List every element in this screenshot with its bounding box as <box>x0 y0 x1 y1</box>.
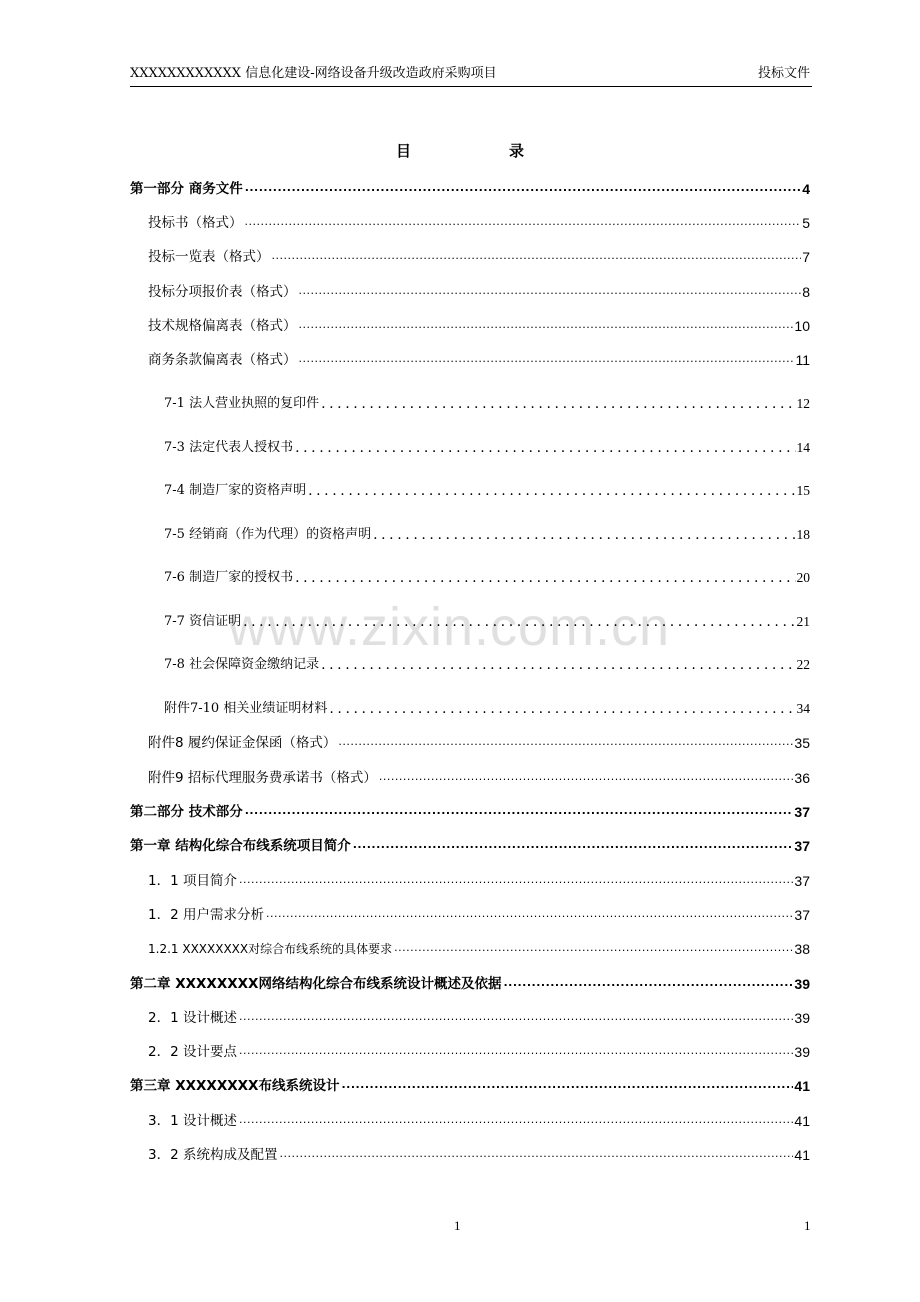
toc-entry-title: 技术规格偏离表（格式） <box>148 318 297 334</box>
header-project-title: XXXXXXXXXXXX 信息化建设-网络设备升级改造政府采购项目 <box>130 66 497 81</box>
toc-page-number: 15 <box>796 483 810 498</box>
toc-entry-title: 第一部分 商务文件 <box>130 181 243 197</box>
toc-entry[interactable] <box>130 518 810 544</box>
toc-entry-title: 2．2 设计要点 <box>148 1044 237 1060</box>
toc-page-number: 37 <box>794 838 810 854</box>
toc-entry[interactable] <box>130 932 810 958</box>
toc-page-number: 39 <box>794 1044 810 1060</box>
dot-leader <box>341 1078 793 1092</box>
toc-entry[interactable] <box>130 1001 810 1027</box>
toc-entry-title: 7-5 经销商（作为代理）的资格声明 <box>164 527 372 542</box>
toc-page-number: 36 <box>794 770 810 786</box>
toc-entry-title: 3．2 系统构成及配置 <box>148 1147 278 1163</box>
toc-page-number: 34 <box>796 701 810 716</box>
dot-leader <box>379 770 794 784</box>
toc-entry[interactable] <box>130 240 810 266</box>
toc-entry[interactable] <box>130 692 810 718</box>
toc-entry-part-1[interactable] <box>130 172 810 198</box>
dot-leader <box>245 181 802 195</box>
footer-page-number-right: 1 <box>804 1218 811 1233</box>
toc-page-number: 11 <box>795 352 810 368</box>
dot-leader <box>295 571 795 585</box>
toc-page-number: 21 <box>796 614 810 629</box>
toc-page-number: 10 <box>794 318 810 334</box>
toc-page-number: 12 <box>796 396 810 411</box>
toc-page-number: 41 <box>794 1147 810 1163</box>
dot-leader <box>338 735 793 749</box>
toc-entry[interactable] <box>130 309 810 335</box>
toc-page-number: 35 <box>794 735 810 751</box>
dot-leader <box>239 1044 793 1058</box>
toc-page-number: 8 <box>802 284 810 300</box>
toc-page-number: 4 <box>802 181 810 197</box>
toc-entry[interactable] <box>130 648 810 674</box>
toc-entry-title: 第一章 结构化综合布线系统项目简介 <box>130 838 351 854</box>
toc-heading: 目录 <box>395 142 622 160</box>
toc-entry[interactable] <box>130 1138 810 1164</box>
toc-entry-title: 1．2 用户需求分析 <box>148 907 264 923</box>
toc-page-number: 37 <box>794 804 810 820</box>
header-doc-type: 投标文件 <box>757 66 810 81</box>
dot-leader <box>243 615 795 629</box>
toc-entry-title: 第三章 XXXXXXXX布线系统设计 <box>130 1078 340 1094</box>
toc-entry[interactable] <box>130 561 810 587</box>
toc-entry-title: 商务条款偏离表（格式） <box>148 352 297 368</box>
toc-entry[interactable] <box>130 864 810 890</box>
toc-entry[interactable] <box>130 761 810 787</box>
toc-entry-title: 7-8 社会保障资金缴纳记录 <box>164 657 320 672</box>
toc-entry-title: 7-4 制造厂家的资格声明 <box>164 483 307 498</box>
dot-leader <box>321 397 795 411</box>
toc-entry-title: 7-1 法人营业执照的复印件 <box>164 396 320 411</box>
dot-leader <box>239 873 793 887</box>
watermark: www.zixin.com.cn <box>228 597 671 657</box>
toc-entry-title: 附件7-10 相关业绩证明材料 <box>164 701 328 716</box>
toc-entry[interactable] <box>130 431 810 457</box>
toc-entry[interactable] <box>130 605 810 631</box>
toc-entry-chapter-1[interactable] <box>130 829 810 855</box>
dot-leader <box>239 1010 793 1024</box>
toc-page-number: 5 <box>802 215 810 231</box>
toc-entry-part-2[interactable] <box>130 795 810 821</box>
dot-leader <box>329 702 795 716</box>
toc-entry-title: 3．1 设计概述 <box>148 1113 237 1129</box>
toc-entry[interactable] <box>130 898 810 924</box>
dot-leader <box>272 249 802 263</box>
toc-entry-chapter-2[interactable] <box>130 967 810 993</box>
toc-entry[interactable] <box>130 206 810 232</box>
toc-page-number: 7 <box>802 249 810 265</box>
toc-entry-title: 附件8 履约保证金保函（格式） <box>148 735 337 751</box>
toc-entry[interactable] <box>130 275 810 301</box>
dot-leader <box>245 215 802 229</box>
toc-page-number: 18 <box>796 527 810 542</box>
dot-leader <box>299 352 795 366</box>
toc-entry-title: 1．1 项目简介 <box>148 873 237 889</box>
page-header <box>130 62 812 87</box>
toc-page-number: 37 <box>794 873 810 889</box>
toc-entry-title: 2．1 设计概述 <box>148 1010 237 1026</box>
toc-entry[interactable] <box>130 726 810 752</box>
toc-page-number: 39 <box>794 976 810 992</box>
dot-leader <box>321 658 795 672</box>
toc-page-number: 22 <box>796 657 810 672</box>
toc-entry-chapter-3[interactable] <box>130 1069 810 1095</box>
toc-page-number: 37 <box>794 907 810 923</box>
dot-leader <box>503 976 793 990</box>
toc-entry-title: 第二部分 技术部分 <box>130 804 243 820</box>
dot-leader <box>295 441 795 455</box>
toc-entry-title: 7-7 资信证明 <box>164 614 242 629</box>
footer-page-number-center: 1 <box>454 1218 461 1233</box>
dot-leader <box>245 804 794 818</box>
dot-leader <box>279 1147 793 1161</box>
dot-leader <box>239 1113 793 1127</box>
toc-entry[interactable] <box>130 474 810 500</box>
toc-page-number: 41 <box>794 1113 810 1129</box>
dot-leader <box>353 838 794 852</box>
toc-entry-title: 投标分项报价表（格式） <box>148 284 297 300</box>
toc-page-number: 38 <box>794 941 810 957</box>
toc-entry-title: 投标书（格式） <box>148 215 243 231</box>
dot-leader <box>308 484 795 498</box>
toc-page-number: 14 <box>796 440 810 455</box>
toc-entry-title: 第二章 XXXXXXXX网络结构化综合布线系统设计概述及依据 <box>130 976 502 992</box>
toc-entry[interactable] <box>130 387 810 413</box>
toc-entry-title: 7-6 制造厂家的授权书 <box>164 570 294 585</box>
dot-leader <box>266 907 793 921</box>
toc-entry[interactable] <box>130 343 810 369</box>
toc-entry-title: 附件9 招标代理服务费承诺书（格式） <box>148 770 377 786</box>
toc-entry-title: 1.2.1 XXXXXXXX对综合布线系统的具体要求 <box>148 942 393 956</box>
toc-page-number: 20 <box>796 570 810 585</box>
toc-page-number: 41 <box>794 1078 810 1094</box>
dot-leader <box>373 528 795 542</box>
dot-leader <box>299 318 794 332</box>
toc-entry[interactable] <box>130 1104 810 1130</box>
toc-entry[interactable] <box>130 1035 810 1061</box>
toc-entry-title: 7-3 法定代表人授权书 <box>164 440 294 455</box>
dot-leader <box>299 284 802 298</box>
dot-leader <box>394 941 793 955</box>
toc-entry-title: 投标一览表（格式） <box>148 249 270 265</box>
toc-page-number: 39 <box>794 1010 810 1026</box>
